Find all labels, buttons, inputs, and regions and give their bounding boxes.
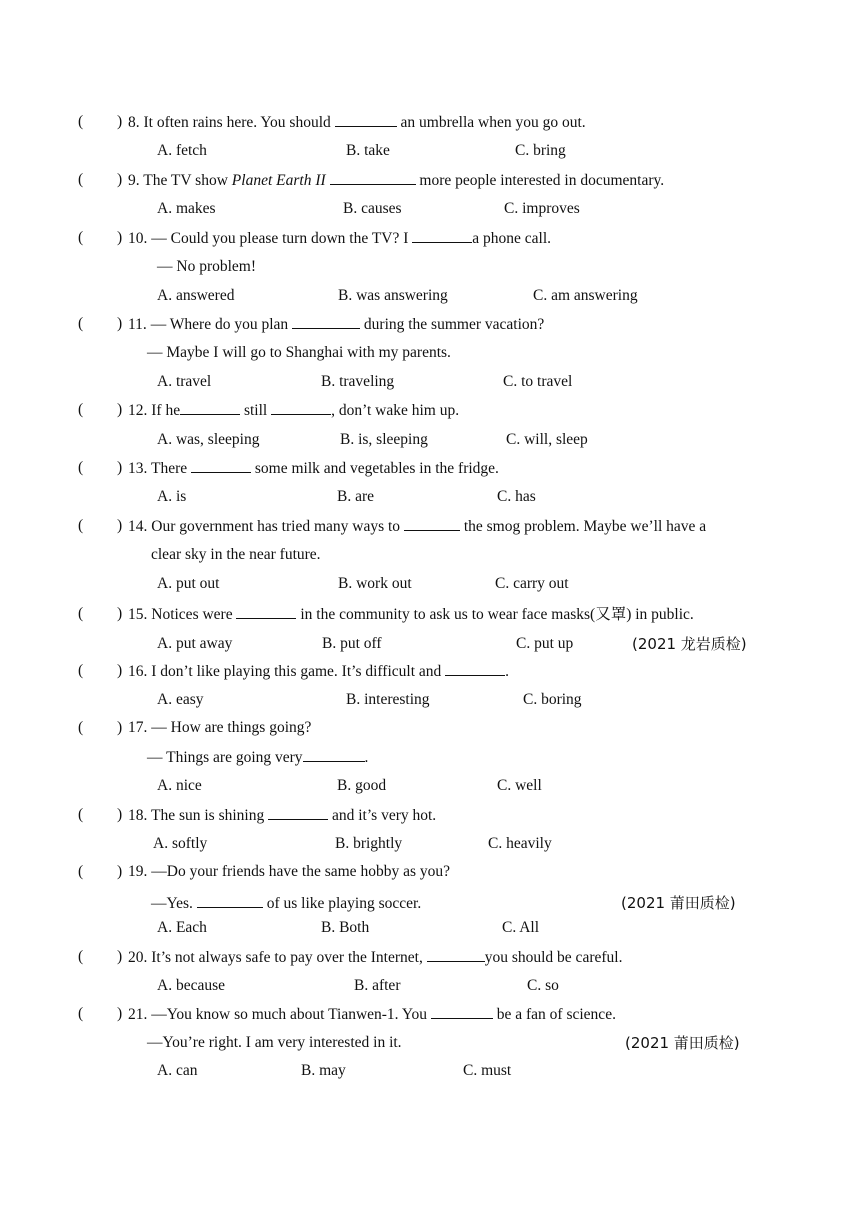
option-a[interactable]: A. put out [157, 575, 220, 592]
question-text: 17. — How are things going? [128, 719, 312, 736]
answer-blank[interactable] [191, 458, 251, 473]
option-a[interactable]: A. travel [157, 373, 212, 390]
option-b[interactable]: B. is, sleeping [340, 431, 428, 448]
answer-blank[interactable] [404, 516, 460, 531]
show-title: Planet Earth II [231, 172, 326, 189]
answer-paren-close: ) [117, 401, 123, 418]
answer-paren-open: ( [78, 459, 84, 476]
question-text: 19. —Do your friends have the same hobby as you? [128, 863, 450, 880]
answer-blank[interactable] [431, 1004, 493, 1019]
source-note: (2021 莆田质检) [625, 1034, 740, 1052]
option-b[interactable]: B. put off [322, 635, 382, 652]
option-b[interactable]: B. Both [321, 919, 370, 936]
option-b[interactable]: B. after [354, 977, 401, 994]
answer-paren-close: ) [117, 662, 123, 679]
answer-paren-open: ( [78, 605, 84, 622]
option-c[interactable]: C. am answering [533, 287, 638, 304]
option-a[interactable]: A. answered [157, 287, 235, 304]
option-a[interactable]: A. fetch [157, 142, 207, 159]
option-b[interactable]: B. may [301, 1062, 346, 1079]
option-b[interactable]: B. was answering [338, 287, 448, 304]
answer-blank[interactable] [292, 314, 360, 329]
option-b[interactable]: B. take [346, 142, 390, 159]
option-a[interactable]: A. was, sleeping [157, 431, 260, 448]
answer-blank[interactable] [335, 112, 397, 127]
option-b[interactable]: B. interesting [346, 691, 430, 708]
option-c[interactable]: C. must [463, 1062, 512, 1079]
question-text: 9. The TV show Planet Earth II more people interested in documentary. [128, 172, 665, 189]
option-a[interactable]: A. makes [157, 200, 216, 217]
question-text: 11. — Where do you plan during the summer vacation? [128, 316, 545, 333]
answer-paren-open: ( [78, 229, 84, 246]
option-c[interactable]: C. improves [504, 200, 580, 217]
answer-blank[interactable] [412, 228, 472, 243]
answer-blank[interactable] [427, 947, 485, 962]
answer-blank-1[interactable] [180, 400, 240, 415]
option-a[interactable]: A. softly [153, 835, 208, 852]
option-c[interactable]: C. has [497, 488, 536, 505]
answer-paren-close: ) [117, 863, 123, 880]
option-a[interactable]: A. because [157, 977, 225, 994]
option-b[interactable]: B. are [337, 488, 375, 505]
option-a[interactable]: A. is [157, 488, 187, 505]
option-c[interactable]: C. bring [515, 142, 566, 159]
option-a[interactable]: A. put away [157, 635, 233, 652]
answer-blank[interactable] [330, 170, 416, 185]
answer-paren-open: ( [78, 517, 84, 534]
answer-paren-open: ( [78, 171, 84, 188]
answer-paren-close: ) [117, 806, 123, 823]
reply-text: —You’re right. I am very interested in it. [147, 1034, 402, 1051]
question-text: 13. There some milk and vegetables in the fridge. [128, 460, 499, 477]
answer-paren-close: ) [117, 229, 123, 246]
answer-blank[interactable] [236, 604, 296, 619]
option-c[interactable]: C. to travel [503, 373, 573, 390]
option-a[interactable]: A. nice [157, 777, 202, 794]
source-note: (2021 龙岩质检) [632, 635, 747, 653]
answer-paren-close: ) [117, 948, 123, 965]
answer-blank[interactable] [197, 893, 263, 908]
option-a[interactable]: A. easy [157, 691, 204, 708]
answer-paren-close: ) [117, 315, 123, 332]
question-text: 10. — Could you please turn down the TV? I a phone call. [128, 230, 552, 247]
answer-blank[interactable] [268, 805, 328, 820]
question-text: 18. The sun is shining and it’s very hot. [128, 807, 437, 824]
answer-paren-open: ( [78, 719, 84, 736]
answer-paren-open: ( [78, 113, 84, 130]
option-b[interactable]: B. work out [338, 575, 412, 592]
answer-blank-2[interactable] [271, 400, 331, 415]
option-c[interactable]: C. All [502, 919, 540, 936]
answer-paren-open: ( [78, 863, 84, 880]
option-c[interactable]: C. so [527, 977, 559, 994]
answer-paren-open: ( [78, 948, 84, 965]
answer-paren-open: ( [78, 401, 84, 418]
question-text-continued: clear sky in the near future. [151, 546, 321, 563]
option-c[interactable]: C. well [497, 777, 542, 794]
option-a[interactable]: A. can [157, 1062, 198, 1079]
question-text: 14. Our government has tried many ways to the smog problem. Maybe we’ll have a [128, 518, 707, 535]
answer-paren-open: ( [78, 315, 84, 332]
answer-paren-close: ) [117, 719, 123, 736]
question-text: 12. If he still , don’t wake him up. [128, 402, 460, 419]
option-c[interactable]: C. put up [516, 635, 574, 652]
option-b[interactable]: B. traveling [321, 373, 395, 390]
answer-paren-close: ) [117, 517, 123, 534]
reply-text: — Maybe I will go to Shanghai with my parents. [147, 344, 451, 361]
answer-blank[interactable] [445, 661, 505, 676]
reply-text: — No problem! [157, 258, 257, 275]
option-b[interactable]: B. causes [343, 200, 402, 217]
question-text: 16. I don’t like playing this game. It’s difficult and . [128, 663, 510, 680]
option-c[interactable]: C. boring [523, 691, 582, 708]
answer-paren-open: ( [78, 806, 84, 823]
question-text: 15. Notices were in the community to ask us to wear face masks(又罩) in public. [128, 606, 694, 623]
option-b[interactable]: B. brightly [335, 835, 403, 852]
answer-paren-close: ) [117, 605, 123, 622]
answer-paren-close: ) [117, 1005, 123, 1022]
answer-paren-close: ) [117, 171, 123, 188]
answer-paren-close: ) [117, 459, 123, 476]
answer-paren-open: ( [78, 662, 84, 679]
option-c[interactable]: C. carry out [495, 575, 569, 592]
option-a[interactable]: A. Each [157, 919, 207, 936]
question-text: 8. It often rains here. You should an umbrella when you go out. [128, 114, 586, 131]
source-note: (2021 莆田质检) [621, 894, 736, 912]
option-c[interactable]: C. heavily [488, 835, 552, 852]
option-b[interactable]: B. good [337, 777, 387, 794]
question-text: 20. It’s not always safe to pay over the Internet, you should be careful. [128, 949, 623, 966]
answer-blank[interactable] [303, 747, 365, 762]
answer-paren-close: ) [117, 113, 123, 130]
question-text: 21. —You know so much about Tianwen-1. You be a fan of science. [128, 1006, 616, 1023]
reply-text: — Things are going very . [147, 749, 369, 766]
answer-paren-open: ( [78, 1005, 84, 1022]
reply-text: —Yes. of us like playing soccer. [151, 895, 422, 912]
option-c[interactable]: C. will, sleep [506, 431, 588, 448]
